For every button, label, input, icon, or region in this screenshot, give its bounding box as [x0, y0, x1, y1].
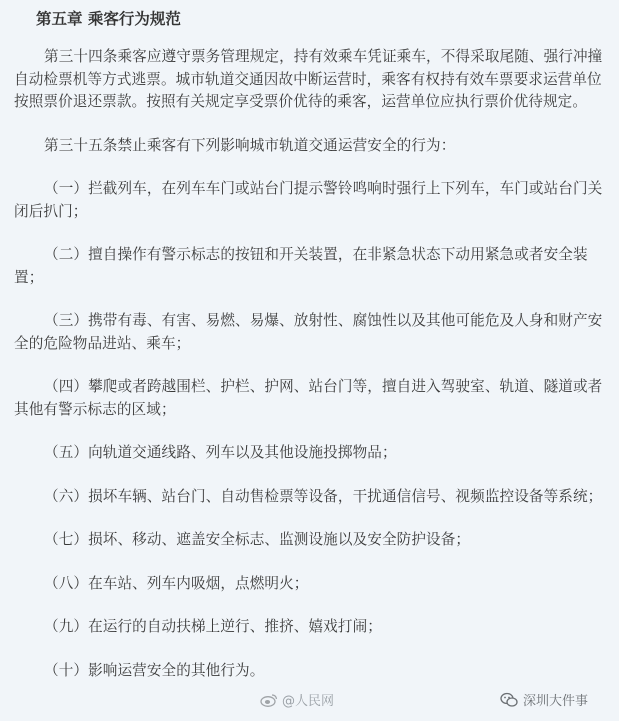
clause-5: （五）向轨道交通线路、列车以及其他设施投掷物品；	[44, 444, 397, 461]
weibo-icon	[260, 693, 278, 707]
clause-6: （六）损坏车辆、站台门、自动售检票等设备，干扰通信信号、视频监控设备等系统；	[44, 487, 603, 505]
clause-8: （八）在车站、列车内吸烟，点燃明火；	[44, 574, 309, 592]
article-34: 第三十四条乘客应遵守票务管理规定，持有效乘车凭证乘车，不得采取尾随、强行冲撞自动检票机等方式逃票。城市轨道交通因故中断运营时，乘客有权持有效车票要求运营单位按照票价退还票款。按照有关规定享受票价优待的乘客，运营单位应执行票价优待规定。	[14, 48, 603, 110]
clause-9: （九）在运行的自动扶梯上逆行、推挤、嬉戏打闹；	[44, 618, 382, 635]
article-35: 第三十五条禁止乘客有下列影响城市轨道交通运营安全的行为：	[44, 136, 456, 154]
wechat-account-watermark	[500, 690, 588, 709]
clause-4: （四）攀爬或者跨越围栏、护栏、护网、站台门等，擅自进入驾驶室、轨道、隧道或者其他有警示标志的区域；	[14, 378, 603, 418]
chapter-heading: 第五章 乘客行为规范	[36, 10, 181, 28]
wechat-icon	[500, 692, 518, 708]
wechat-account-watermark-text: 深圳大件事	[523, 694, 589, 709]
clause-3: （三）携带有毒、有害、易燃、易爆、放射性、腐蚀性以及其他可能危及人身和财产安全的危险物品进站、乘车；	[14, 312, 603, 352]
clause-1: （一）拦截列车，在列车车门或站台门提示警铃鸣响时强行上下列车，车门或站台门关闭后扒门；	[14, 180, 603, 220]
clause-7: （七）损坏、移动、遮盖安全标志、监测设施以及安全防护设备；	[44, 531, 471, 548]
clause-10: （十）影响运营安全的其他行为。	[44, 661, 265, 679]
clause-2: （二）擅自操作有警示标志的按钮和开关装置，在非紧急状态下动用紧急或者安全装置；	[14, 246, 588, 286]
people-daily-watermark-text: @人民网	[282, 694, 335, 709]
people-daily-watermark	[260, 690, 334, 709]
